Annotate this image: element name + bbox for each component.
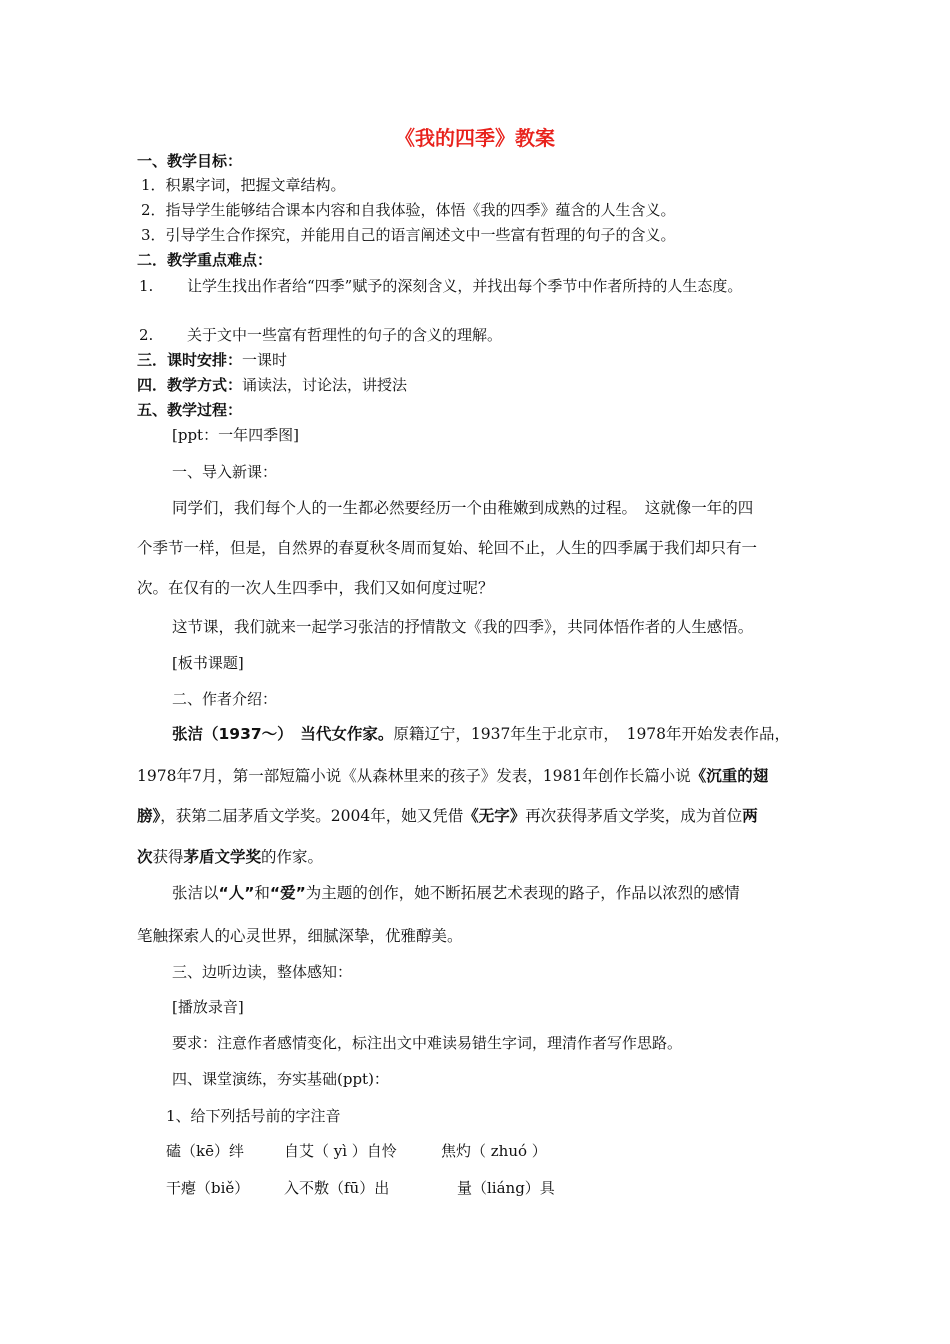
author-line: [137, 805, 758, 827]
author-text: 再次获得茅盾文学奖，成为首位: [525, 807, 743, 825]
author-line: [137, 846, 323, 868]
section-heading-goals: 一、教学目标：: [137, 152, 243, 170]
author-heading: 二、作者介绍：: [172, 690, 278, 708]
section-heading-keypoints: 二．教学重点难点：: [137, 251, 273, 269]
schedule-value: 一课时: [242, 351, 288, 369]
section-heading-method: 四．教学方式：: [137, 376, 243, 394]
ppt-note: [ppt：一年四季图]: [172, 426, 299, 444]
document-title: 《我的四季》教案: [395, 126, 555, 150]
goal-item: 3．引导学生合作探究，并能用自己的语言阐述文中一些富有哲理的句子的含义。: [141, 226, 676, 244]
author-text: 张洁以: [172, 884, 219, 902]
pinyin-item: 干瘪（biě）: [166, 1179, 250, 1197]
intro-paragraph-2: 这节课，我们就来一起学习张洁的抒情散文《我的四季》，共同体悟作者的人生感悟。: [172, 618, 754, 636]
question-1: 1、给下列括号前的字注音: [166, 1107, 341, 1125]
requirement-line: 要求：注意作者感情变化，标注出文中难读易错生字词，理清作者写作思路。: [172, 1034, 683, 1052]
book-title-bold: 膀》: [137, 807, 161, 825]
practice-heading: 四、课堂演练，夯实基础(ppt)：: [172, 1070, 389, 1088]
author-line: [137, 765, 768, 787]
theme-bold: “爱”: [269, 884, 306, 902]
pinyin-item: 磕（kē）绊: [166, 1142, 244, 1160]
author-line: [172, 882, 740, 904]
author-text: 原籍辽宁，1937年生于北京市， 1978年开始发表作品，: [393, 725, 791, 743]
section-heading-schedule: 三．课时安排：: [137, 351, 243, 369]
intro-paragraph-line: 同学们，我们每个人的一生都必然要经历一个由稚嫩到成熟的过程。 这就像一年的四: [172, 499, 754, 517]
goal-item: 1．积累字词，把握文章结构。: [141, 176, 346, 194]
emphasis-bold: 两: [742, 807, 758, 825]
emphasis-bold: 次: [137, 848, 153, 866]
goal-item: 2．指导学生能够结合课本内容和自我体验，体悟《我的四季》蕴含的人生含义。: [141, 201, 676, 219]
method-value: 诵读法，讨论法，讲授法: [242, 376, 408, 394]
section-heading-process: 五、教学过程：: [137, 401, 243, 419]
intro-paragraph-line: 次。在仅有的一次人生四季中，我们又如何度过呢？: [137, 579, 494, 597]
pinyin-item: 入不敷（fū）出: [284, 1179, 390, 1197]
pinyin-item: 量（liáng）具: [457, 1179, 555, 1197]
method-line: [137, 374, 407, 396]
book-title-bold: 《无字》: [463, 807, 526, 825]
author-text: 为主题的创作，她不断拓展艺术表现的路子，作品以浓烈的感情: [305, 884, 740, 902]
keypoint-number: 1.: [139, 277, 154, 295]
author-text: ，获第二届茅盾文学奖。2004年，她又凭借: [160, 807, 464, 825]
keypoint-text: 关于文中一些富有哲理性的句子的含义的理解。: [187, 326, 503, 344]
author-text: 1978年7月，第一部短篇小说《从森林里来的孩子》发表，1981年创作长篇小说: [137, 767, 691, 785]
author-text: 获得: [152, 848, 184, 866]
author-name-bold: 张洁（1937～） 当代女作家。: [172, 725, 394, 743]
award-bold: 茅盾文学奖: [183, 848, 262, 866]
pinyin-item: 自艾（ yì ）自怜: [284, 1142, 397, 1160]
intro-heading: 一、导入新课：: [172, 463, 278, 481]
book-title-bold: 《沉重的翅: [690, 767, 769, 785]
audio-note: [播放录音]: [172, 998, 244, 1016]
intro-paragraph-line: 个季节一样，但是，自然界的春夏秋冬周而复始、轮回不止，人生的四季属于我们却只有一: [137, 539, 758, 557]
board-note: [板书课题]: [172, 654, 244, 672]
keypoint-text: 让学生找出作者给“四季”赋予的深刻含义，并找出每个季节中作者所持的人生态度。: [187, 277, 743, 295]
author-text: 的作家。: [261, 848, 324, 866]
pinyin-item: 焦灼（ zhuó ）: [441, 1142, 547, 1160]
listen-heading: 三、边听边读，整体感知：: [172, 963, 353, 981]
author-line: [172, 723, 790, 745]
author-line: 笔触探索人的心灵世界，细腻深挚，优雅醇美。: [137, 927, 463, 945]
author-text: 和: [254, 884, 270, 902]
keypoint-number: 2.: [139, 326, 154, 344]
theme-bold: “人”: [218, 884, 255, 902]
schedule-line: [137, 349, 287, 371]
